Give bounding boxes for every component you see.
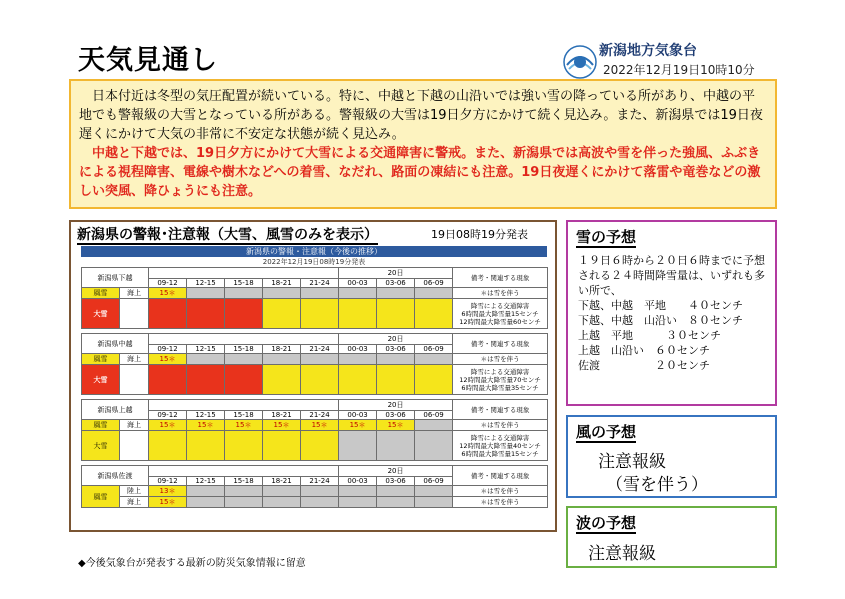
wind-value: 15＊ — [149, 288, 187, 299]
time-label: 21-24 — [301, 477, 339, 486]
wind-sub: 海上 — [120, 354, 149, 365]
wind-forecast-note: （雪を伴う） — [606, 475, 708, 495]
wind-forecast-level: 注意報級 — [598, 452, 666, 472]
area-name: 新潟県中越 — [82, 334, 149, 354]
day-label: 20日 — [339, 268, 453, 279]
wind-label: 風雪 — [82, 420, 120, 431]
time-label: 12-15 — [187, 411, 225, 420]
wind-label: 風雪 — [82, 288, 120, 299]
time-label: 03-06 — [377, 279, 415, 288]
table-row — [82, 466, 548, 477]
snow-notes: 降雪による交通障害 12時間最大降雪量70センチ 6時間最大降雪量35センチ — [453, 365, 548, 395]
table-row — [82, 486, 548, 497]
time-label: 06-09 — [415, 345, 453, 354]
time-label: 06-09 — [415, 477, 453, 486]
table-row — [82, 288, 548, 299]
wind-value: 15＊ — [301, 420, 339, 431]
time-label: 21-24 — [301, 345, 339, 354]
area-name: 新潟県佐渡 — [82, 466, 149, 486]
time-label: 00-03 — [339, 345, 377, 354]
time-label: 18-21 — [263, 477, 301, 486]
time-label: 18-21 — [263, 345, 301, 354]
wind-value: 15＊ — [149, 420, 187, 431]
wave-forecast-level: 注意報級 — [588, 544, 656, 564]
time-label: 15-18 — [225, 477, 263, 486]
snow-label: 大雪 — [82, 431, 120, 461]
wind-label: 風雪 — [82, 486, 120, 508]
day-label: 20日 — [339, 466, 453, 477]
table-row — [82, 299, 548, 329]
area-name: 新潟県下越 — [82, 268, 149, 288]
time-label: 06-09 — [415, 411, 453, 420]
time-label: 12-15 — [187, 477, 225, 486]
table-subtitle: 2022年12月19日08時19分発表 — [262, 258, 366, 266]
table-row — [82, 354, 548, 365]
table-row — [82, 497, 548, 508]
day-label: 20日 — [339, 400, 453, 411]
time-label: 15-18 — [225, 411, 263, 420]
wind-value: 15＊ — [377, 420, 415, 431]
time-label: 15-18 — [225, 345, 263, 354]
wind-note: ＊は雪を伴う — [453, 288, 548, 299]
wind-value: 15＊ — [339, 420, 377, 431]
snow-forecast-intro: １９日６時から２０日６時までに予想される２４時間降雪量は、いずれも多い所で、 — [578, 254, 765, 297]
list-item: 下越、中越 平地 ４０センチ — [578, 299, 743, 312]
time-label: 21-24 — [301, 411, 339, 420]
time-label: 09-12 — [149, 477, 187, 486]
wind-note: ＊は雪を伴う — [453, 354, 548, 365]
wind-value: 15＊ — [187, 420, 225, 431]
page-title: 天気見通し — [78, 45, 218, 76]
snow-notes: 降雪による交通障害 12時間最大降雪量40センチ 6時間最大降雪量15センチ — [453, 431, 548, 461]
wind-forecast-panel — [566, 415, 777, 498]
table-row — [82, 431, 548, 461]
snow-label: 大雪 — [82, 299, 120, 329]
sea-value: 15＊ — [149, 497, 187, 508]
summary-warning-paragraph: 中越と下越では、19日夕方にかけて大雪による交通障害に警戒。また、新潟県では高波や雪を伴った強風、ふぶきによる視程障害、電線や樹木などへの着雪、なだれ、路面の凍結にも注意。19日夜遅くにかけて落雷や竜巻などの激しい突風、降ひょうにも注意。 — [79, 146, 761, 199]
wind-forecast-title: 風の予想 — [576, 423, 637, 441]
time-label: 18-21 — [263, 411, 301, 420]
list-item: 上越 平地 ３０センチ — [578, 329, 721, 342]
note-header: 備考・関連する現象 — [453, 400, 548, 420]
list-item: 佐渡 ２０センチ — [578, 359, 710, 372]
time-label: 00-03 — [339, 411, 377, 420]
land-sub: 陸上 — [120, 486, 149, 497]
list-item: 上越 山沿い ６０センチ — [578, 344, 710, 357]
time-label: 09-12 — [149, 411, 187, 420]
wind-sub: 海上 — [120, 420, 149, 431]
table-row — [82, 400, 548, 411]
time-label: 18-21 — [263, 279, 301, 288]
time-label: 00-03 — [339, 477, 377, 486]
wind-value: 15＊ — [225, 420, 263, 431]
summary-box — [69, 79, 777, 209]
issued-time: 2022年12月19日10時10分 — [603, 63, 755, 77]
sea-note: ＊は雪を伴う — [453, 497, 548, 508]
warnings-panel — [69, 220, 557, 532]
snow-notes: 降雪による交通障害 6時間最大降雪量15センチ 12時間最大降雪量60センチ — [453, 299, 548, 329]
table-row — [82, 268, 548, 279]
warnings-time: 19日08時19分発表 — [431, 228, 528, 241]
wave-forecast-panel — [566, 506, 777, 568]
time-label: 09-12 — [149, 279, 187, 288]
note-header: 備考・関連する現象 — [453, 466, 548, 486]
time-label: 03-06 — [377, 411, 415, 420]
time-label: 03-06 — [377, 477, 415, 486]
wind-value: 15＊ — [263, 420, 301, 431]
time-label: 00-03 — [339, 279, 377, 288]
wind-label: 風雪 — [82, 354, 120, 365]
note-header: 備考・関連する現象 — [453, 268, 548, 288]
snow-label: 大雪 — [82, 365, 120, 395]
land-value: 13＊ — [149, 486, 187, 497]
wind-sub: 海上 — [120, 288, 149, 299]
warnings-grid — [81, 267, 548, 508]
summary-paragraph: 日本付近は冬型の気圧配置が続いている。特に、中越と下越の山沿いでは強い雪の降っている所があり、中越の平地でも警報級の大雪となっている所がある。警報級の大雪は19日夕方にかけて続く見込み。また、新潟県では19日夜遅くにかけて大気の非常に不安定な状態が続く見込み。 — [79, 89, 763, 142]
list-item: 下越、中越 山沿い ８０センチ — [578, 314, 743, 327]
note-header: 備考・関連する現象 — [453, 334, 548, 354]
snow-forecast-panel — [566, 220, 777, 406]
sea-sub: 海上 — [120, 497, 149, 508]
snow-forecast-list — [568, 298, 775, 373]
table-row — [82, 334, 548, 345]
time-label: 09-12 — [149, 345, 187, 354]
time-label: 06-09 — [415, 279, 453, 288]
table-title: 新潟県の警報・注意報（今後の推移） — [81, 246, 547, 257]
time-label: 03-06 — [377, 345, 415, 354]
warnings-table — [81, 246, 547, 528]
table-row — [82, 420, 548, 431]
time-label: 21-24 — [301, 279, 339, 288]
time-label: 12-15 — [187, 345, 225, 354]
day-label: 20日 — [339, 334, 453, 345]
footnote: ◆今後気象台が発表する最新の防災気象情報に留意 — [78, 558, 306, 569]
land-note: ＊は雪を伴う — [453, 486, 548, 497]
agency-name: 新潟地方気象台 — [599, 43, 697, 59]
table-row — [82, 365, 548, 395]
snow-forecast-title: 雪の予想 — [576, 228, 637, 246]
time-label: 12-15 — [187, 279, 225, 288]
jma-logo-icon — [563, 45, 597, 79]
wind-value: 15＊ — [149, 354, 187, 365]
area-name: 新潟県上越 — [82, 400, 149, 420]
warnings-title: 新潟県の警報･注意報（大雪、風雪のみを表示） — [77, 227, 378, 243]
wave-forecast-title: 波の予想 — [576, 514, 637, 532]
time-label: 15-18 — [225, 279, 263, 288]
wind-note: ＊は雪を伴う — [453, 420, 548, 431]
